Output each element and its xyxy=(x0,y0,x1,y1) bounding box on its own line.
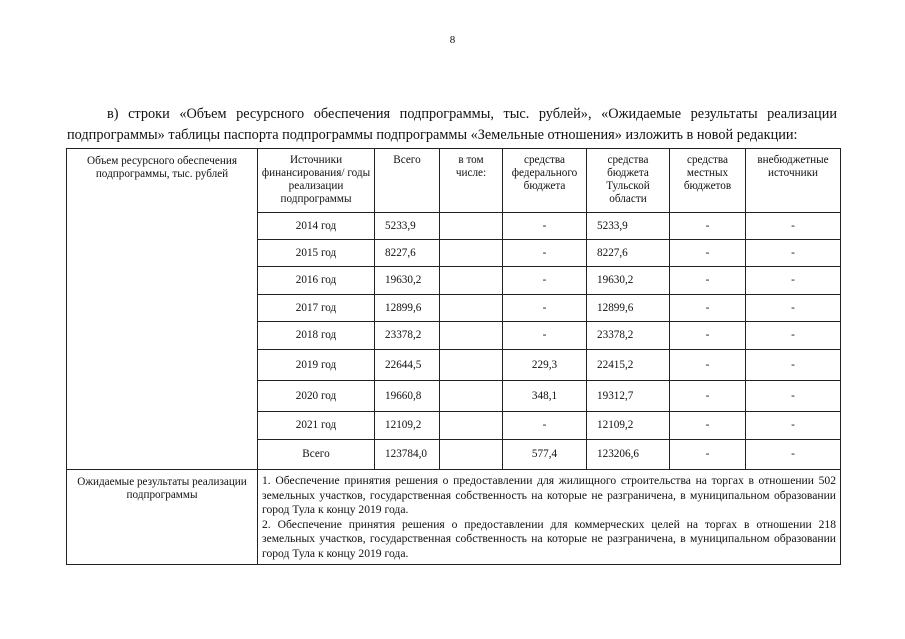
federal-cell: - xyxy=(503,240,587,267)
header-extra: внебюджетные источники xyxy=(746,149,841,213)
total-cell: 12899,6 xyxy=(375,295,440,322)
regional-cell: 22415,2 xyxy=(587,350,670,381)
local-cell: - xyxy=(670,213,746,240)
total-cell: 8227,6 xyxy=(375,240,440,267)
including-cell xyxy=(440,412,503,440)
regional-cell: 19630,2 xyxy=(587,267,670,295)
total-cell: 12109,2 xyxy=(375,412,440,440)
extra-cell: - xyxy=(746,322,841,350)
local-cell: - xyxy=(670,412,746,440)
including-cell xyxy=(440,295,503,322)
total-cell: 22644,5 xyxy=(375,350,440,381)
total-cell: 19660,8 xyxy=(375,381,440,412)
extra-cell: - xyxy=(746,295,841,322)
subprogram-passport-table xyxy=(66,148,841,565)
funding-row-label: Объем ресурсного обеспечения подпрограммы, тыс. рублей xyxy=(67,149,258,470)
year-cell: 2020 год xyxy=(258,381,375,412)
intro-paragraph: в) строки «Объем ресурсного обеспечения подпрограммы, тыс. рублей», «Ожидаемые результаты реализации подпрограммы» таблицы паспорта подпрограммы подпрограммы «Земельные отношения» изложить в новой редакции: xyxy=(67,106,837,144)
year-cell: Всего xyxy=(258,440,375,470)
regional-cell: 8227,6 xyxy=(587,240,670,267)
federal-cell: 229,3 xyxy=(503,350,587,381)
local-cell: - xyxy=(670,267,746,295)
result-item: 1. Обеспечение принятия решения о предоставлении для жилищного строительства на торгах в отношении 502 земельных участков, государственная собственность на которые не разграничена, в муниципальном образовании город Тула к концу 2019 года. xyxy=(262,474,836,516)
extra-cell: - xyxy=(746,412,841,440)
including-cell xyxy=(440,322,503,350)
header-federal: средства федерального бюджета xyxy=(503,149,587,213)
federal-cell: - xyxy=(503,322,587,350)
federal-cell: 348,1 xyxy=(503,381,587,412)
extra-cell: - xyxy=(746,213,841,240)
total-cell: 23378,2 xyxy=(375,322,440,350)
including-cell xyxy=(440,440,503,470)
federal-cell: - xyxy=(503,295,587,322)
local-cell: - xyxy=(670,322,746,350)
header-sources: Источники финансирования/ годы реализации подпрограммы xyxy=(258,149,375,213)
year-cell: 2017 год xyxy=(258,295,375,322)
extra-cell: - xyxy=(746,240,841,267)
results-text xyxy=(258,470,841,565)
year-cell: 2019 год xyxy=(258,350,375,381)
year-cell: 2016 год xyxy=(258,267,375,295)
regional-cell: 12109,2 xyxy=(587,412,670,440)
result-item: 2. Обеспечение принятия решения о предоставлении для коммерческих целей на торгах в отношении 218 земельных участков, государственная собственность на которые не разграничена, в муниципальном образовании город Тула к концу 2019 года. xyxy=(262,517,836,560)
including-cell xyxy=(440,381,503,412)
local-cell: - xyxy=(670,381,746,412)
year-cell: 2015 год xyxy=(258,240,375,267)
extra-cell: - xyxy=(746,381,841,412)
year-cell: 2018 год xyxy=(258,322,375,350)
total-cell: 19630,2 xyxy=(375,267,440,295)
total-cell: 123784,0 xyxy=(375,440,440,470)
local-cell: - xyxy=(670,240,746,267)
page-number: 8 xyxy=(449,34,456,46)
extra-cell: - xyxy=(746,267,841,295)
local-cell: - xyxy=(670,350,746,381)
extra-cell: - xyxy=(746,350,841,381)
total-cell: 5233,9 xyxy=(375,213,440,240)
regional-cell: 5233,9 xyxy=(587,213,670,240)
including-cell xyxy=(440,267,503,295)
results-row-label: Ожидаемые результаты реализации подпрограммы xyxy=(67,470,258,565)
header-regional: средства бюджета Тульской области xyxy=(587,149,670,213)
federal-cell: - xyxy=(503,412,587,440)
extra-cell: - xyxy=(746,440,841,470)
local-cell: - xyxy=(670,295,746,322)
header-total: Всего xyxy=(375,149,440,213)
regional-cell: 12899,6 xyxy=(587,295,670,322)
header-local: средства местных бюджетов xyxy=(670,149,746,213)
federal-cell: - xyxy=(503,213,587,240)
results-row xyxy=(67,470,841,565)
regional-cell: 123206,6 xyxy=(587,440,670,470)
regional-cell: 23378,2 xyxy=(587,322,670,350)
federal-cell: - xyxy=(503,267,587,295)
including-cell xyxy=(440,350,503,381)
federal-cell: 577,4 xyxy=(503,440,587,470)
year-cell: 2021 год xyxy=(258,412,375,440)
header-including: в том числе: xyxy=(440,149,503,213)
table-header-row xyxy=(67,149,841,213)
including-cell xyxy=(440,240,503,267)
including-cell xyxy=(440,213,503,240)
year-cell: 2014 год xyxy=(258,213,375,240)
local-cell: - xyxy=(670,440,746,470)
regional-cell: 19312,7 xyxy=(587,381,670,412)
